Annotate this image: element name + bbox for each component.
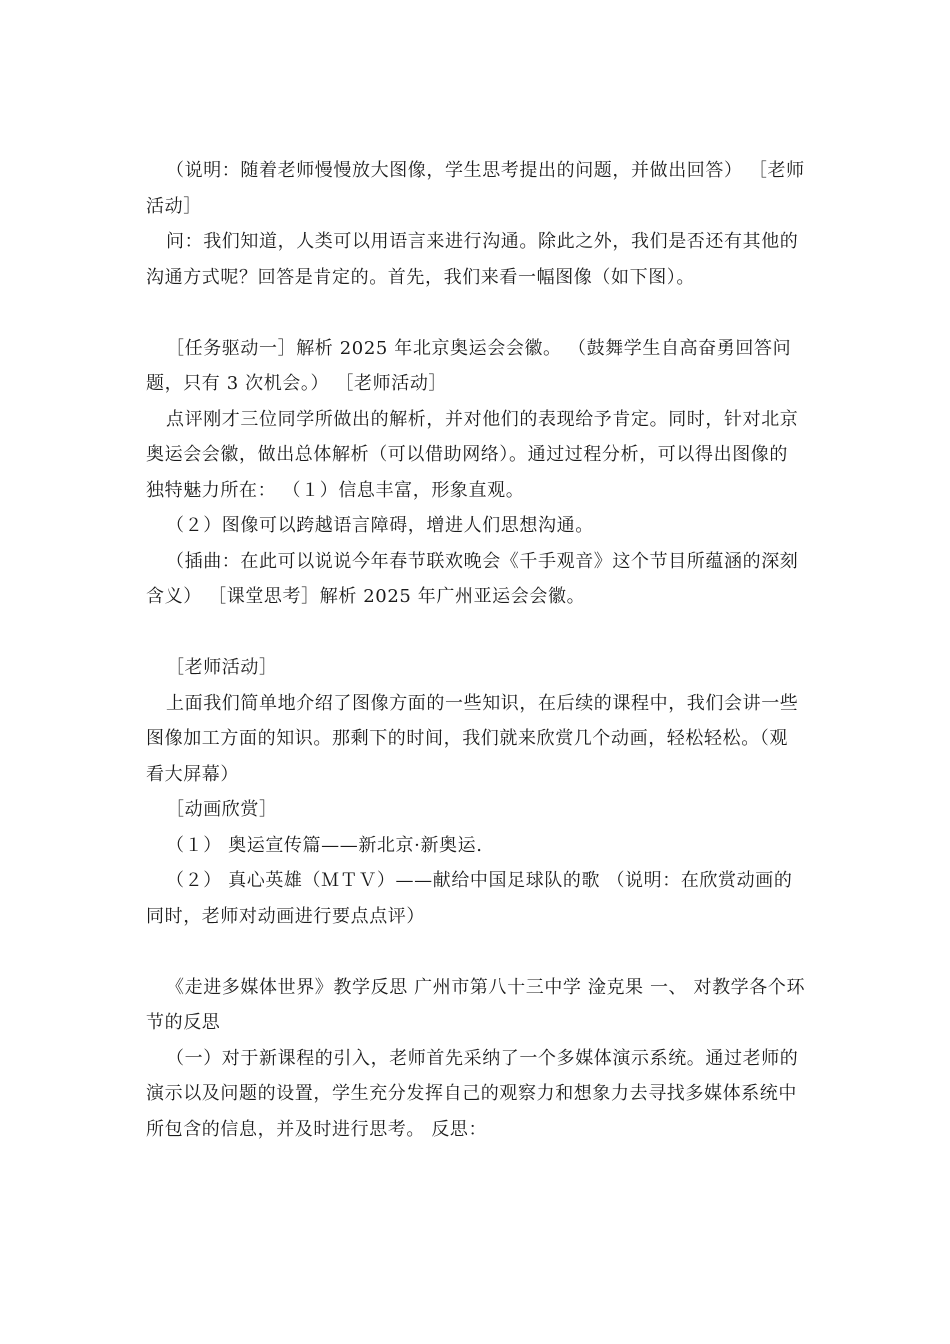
- paragraph-review: 点评刚才三位同学所做出的解析，并对他们的表现给予肯定。同时，针对北京奥运会会徽，做出总体解析（可以借助网络）。通过过程分析，可以得出图像的独特魅力所在： （１）信息丰富，形象直观。: [146, 408, 799, 501]
- paragraph-teacher-activity: ［老师活动］: [166, 657, 278, 678]
- paragraph-animation-heading: ［动画欣赏］: [166, 799, 278, 820]
- paragraph-reflection-title: 《走进多媒体世界》教学反思 广州市第八十三中学 淦克果 一、 对教学各个环节的反思: [146, 976, 806, 1033]
- paragraph-gap: [146, 934, 806, 970]
- paragraph-question: 问：我们知道，人类可以用语言来进行沟通。除此之外，我们是否还有其他的沟通方式呢？回答是肯定的。首先，我们来看一幅图像（如下图）。: [146, 231, 799, 288]
- paragraph-interlude: （插曲：在此可以说说今年春节联欢晚会《千手观音》这个节目所蕴涵的深刻含义） ［课堂思考］解析 2025 年广州亚运会会徽。: [146, 550, 799, 607]
- paragraph-task-one: ［任务驱动一］解析 2025 年北京奥运会会徽。 （鼓舞学生自高奋勇回答问题，只有 3 次机会。） ［老师活动］: [146, 337, 792, 394]
- paragraph-gap: [146, 615, 806, 651]
- paragraph-summary: 上面我们简单地介绍了图像方面的一些知识，在后续的课程中，我们会讲一些图像加工方面的知识。那剩下的时间，我们就来欣赏几个动画，轻松轻松。（观看大屏幕）: [146, 692, 799, 785]
- document-body: [146, 153, 806, 1147]
- paragraph-animation-one: （１） 奥运宣传篇——新北京·新奥运.: [166, 834, 483, 856]
- paragraph-reflection-body: （一）对于新课程的引入，老师首先采纳了一个多媒体演示系统。通过老师的演示以及问题的设置，学生充分发挥自己的观察力和想象力去寻找多媒体系统中所包含的信息，并及时进行思考。 反思：: [146, 1047, 799, 1140]
- paragraph-intro-note: （说明：随着老师慢慢放大图像，学生思考提出的问题，并做出回答） ［老师活动］: [146, 160, 805, 217]
- paragraph-point-two: （２）图像可以跨越语言障碍，增进人们思想沟通。: [166, 515, 594, 536]
- paragraph-animation-two: （２） 真心英雄（ＭＴＶ）——献给中国足球队的歌 （说明：在欣赏动画的同时，老师对动画进行要点点评）: [146, 870, 793, 927]
- paragraph-gap: [146, 295, 806, 331]
